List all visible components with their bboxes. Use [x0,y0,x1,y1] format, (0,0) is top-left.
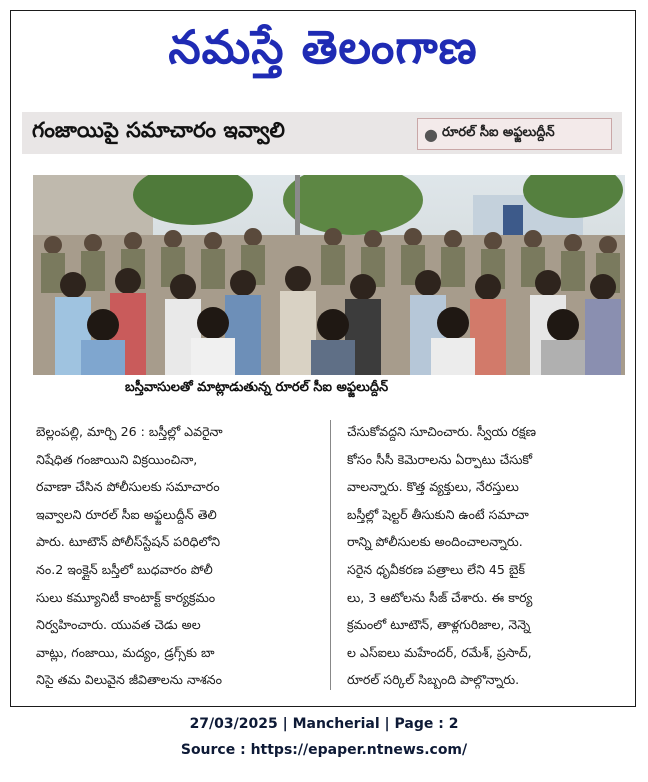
crowd-photo-illustration [33,175,625,375]
column-line: ఇవ్వాలని రూరల్ సీఐ అఫ్జలుద్దీన్ తెలి [36,506,217,522]
article-headline: గంజాయిపై సమాచారం ఇవ్వాలి [32,118,285,142]
column-line: నిసై తమ విలువైన జీవితాలను నాశనం [36,672,223,688]
column-line: నిషేధిత గంజాయిని విక్రయించినా, [36,451,198,467]
column-line: వాట్లు, గంజాయి, మద్యం, డ్రగ్స్‌కు బా [36,644,215,660]
column-line: రూరల్ సర్కిల్ సిబ్బంది పాల్గొన్నారు. [347,672,520,688]
column-line: రాన్ని పోలీసులకు అందించాలన్నారు. [347,534,523,550]
column-line: పారు. టూటౌన్ పోలీస్‌స్టేషన్ పరిధిలోని [36,534,221,550]
source-line: Source : https://epaper.ntnews.com/ [180,742,468,758]
masthead-logo: నమస్తే తెలంగాణ [168,20,478,74]
column-line: బెల్లంపల్లి, మార్చి 26 : బస్తీల్లో ఎవరైనా [36,424,223,439]
column-line: కోసం సీసీ కెమెరాలను ఏర్పాటు చేసుకో [347,451,533,467]
column-line: నిర్వహించారు. యువత చెడు అల [36,617,201,633]
column-line: సులు కమ్యూనిటీ కాంటాక్ట్ కార్యక్రమం [36,589,216,605]
column-line: క్రమంలో టూటౌన్, తాళ్లగురిజాల, నెన్నె [347,617,531,633]
column-line: ల ఎస్‌ఐలు మహేందర్, రమేశ్, ప్రసాద్, [347,644,532,660]
article-subhead: రూరల్ సీఐ అఫ్జలుద్దీన్ [441,125,555,140]
column-line: వాలన్నారు. కొత్త వ్యక్తులు, నేరస్తులు [347,479,519,495]
photo-caption: బస్తీవాసులతో మాట్లాడుతున్న రూరల్ సీఐ అఫ్జలుద్దీన్ [125,380,389,395]
bullet-icon: ● [424,124,438,144]
article-photo [33,175,625,375]
column-line: రవాణా చేసిన పోలీసులకు సమాచారం [36,479,220,495]
column-line: నం.2 ఇంక్లైన్ బస్తీలో బుధవారం పోలీ [36,561,213,577]
article-column-left [36,418,306,694]
article-column-right [347,418,617,694]
column-line: సరైన ధృవీకరణ పత్రాలు లేని 45 బైక్ [347,561,525,577]
column-line: బస్తీల్లో షెల్టర్ తీసుకుని ఉంటే సమాచా [347,506,529,522]
column-line: చేసుకోవద్దని సూచించారు. స్వీయ రక్షణ [347,424,536,439]
column-line: లు, 3 ఆటోలను సీజ్ చేశారు. ఈ కార్య [347,589,533,605]
edition-line: 27/03/2025 | Mancherial | Page : 2 [189,716,459,732]
column-divider [330,420,331,690]
subhead-box [417,118,612,150]
